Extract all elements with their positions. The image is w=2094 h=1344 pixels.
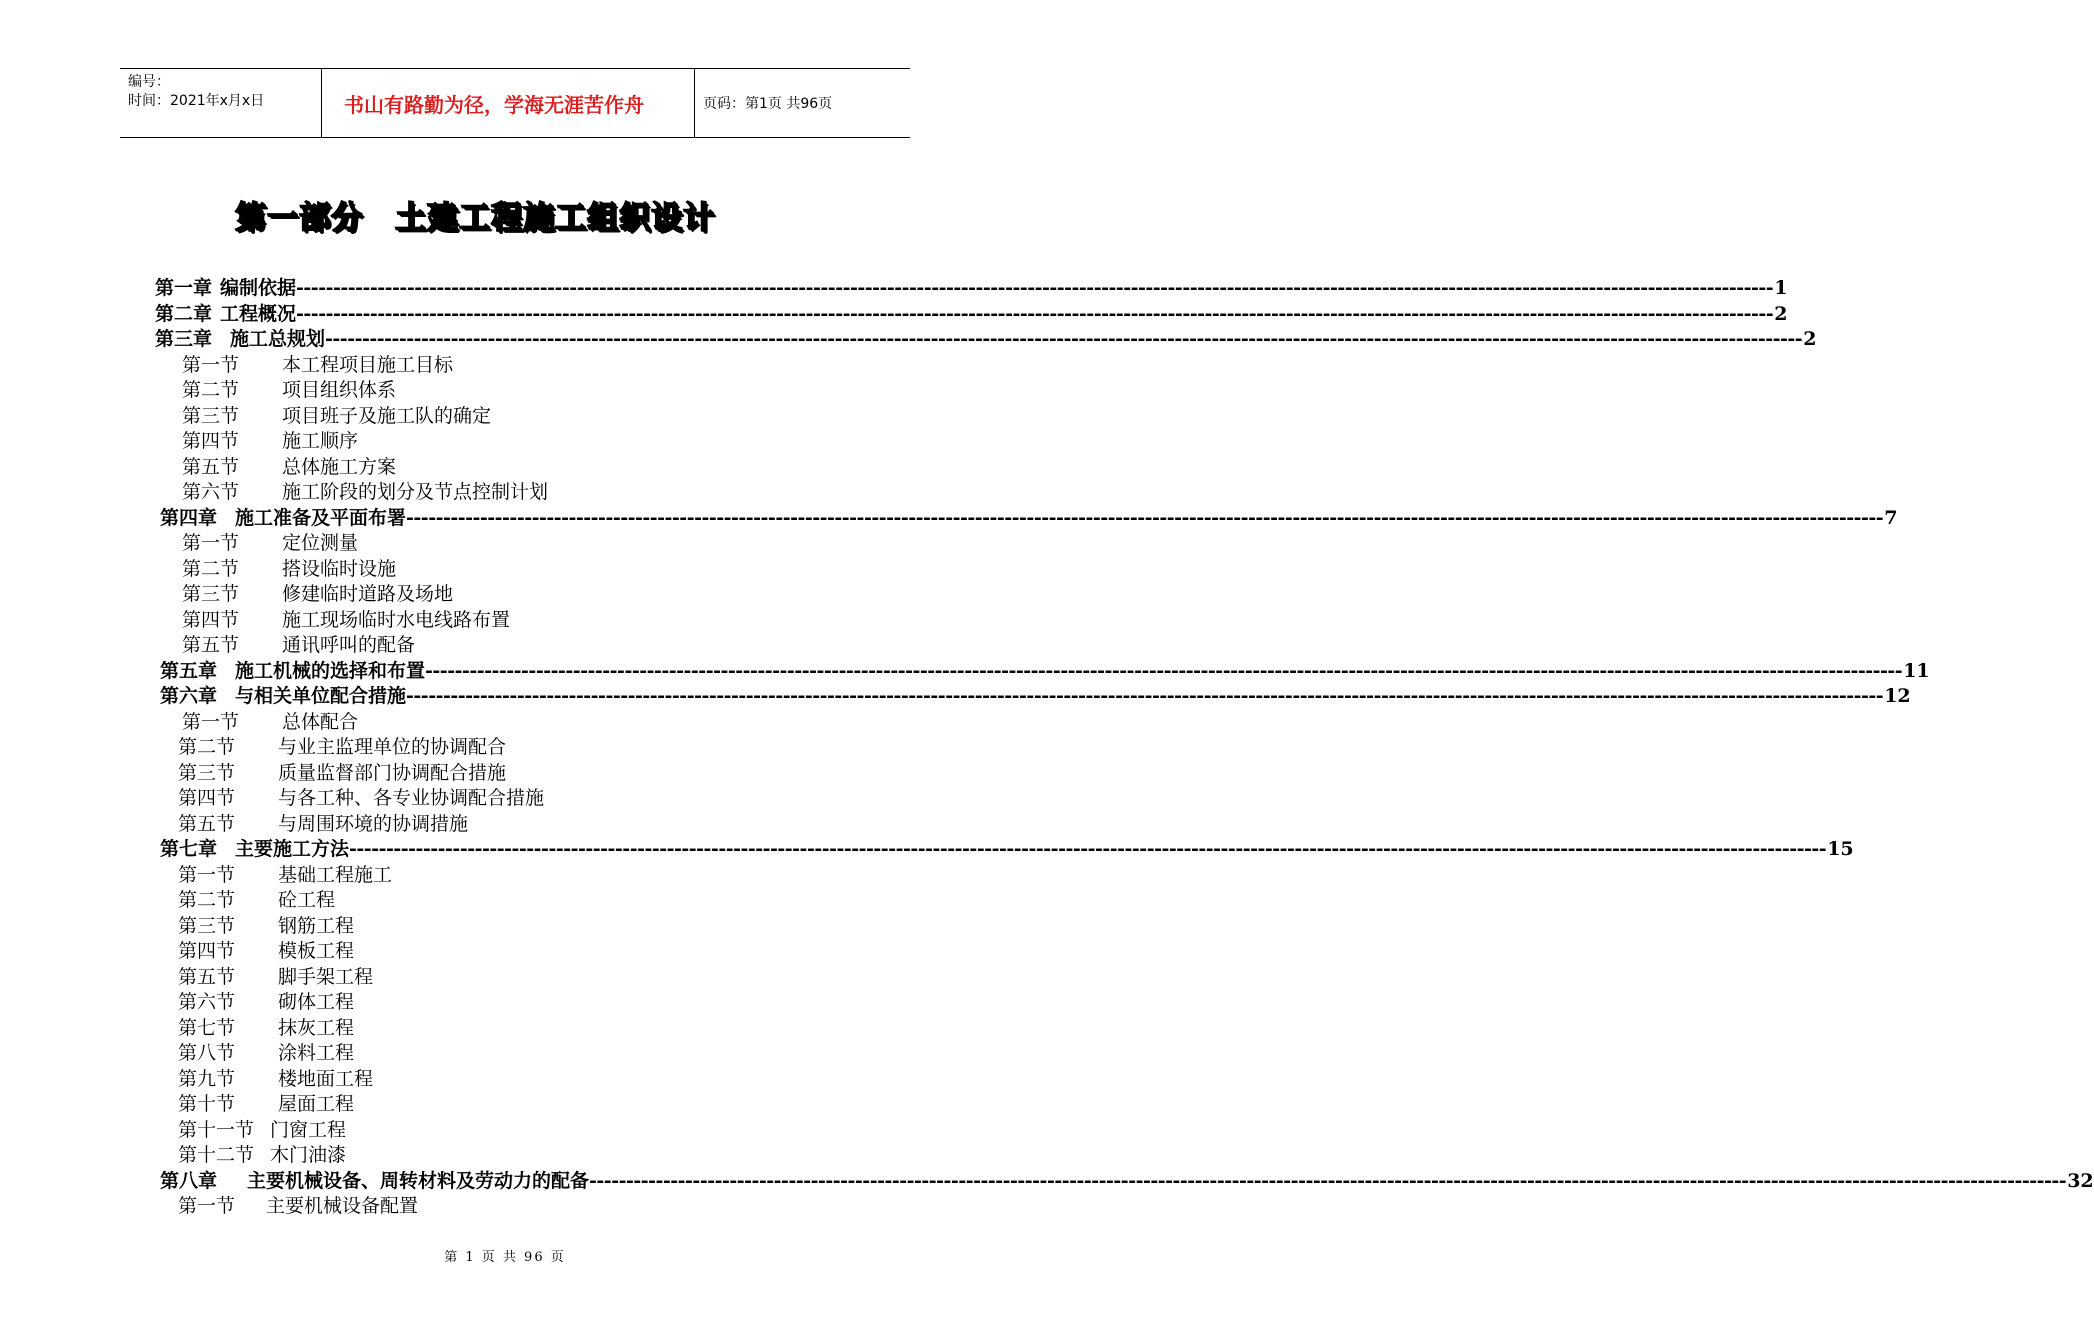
- toc-section-title: 木门油漆: [270, 1144, 347, 1166]
- toc-section-row[interactable]: [178, 938, 354, 964]
- toc-section-row[interactable]: [182, 581, 453, 607]
- toc-section-title: 定位测量: [282, 532, 359, 554]
- toc-section-title: 模板工程: [278, 940, 355, 962]
- toc-section-title: 钢筋工程: [278, 914, 355, 937]
- toc-chapter-title: 施工机械的选择和布置: [235, 659, 426, 682]
- toc-chapter-title: 施工准备及平面布署: [235, 506, 407, 529]
- toc-section-title: 楼地面工程: [278, 1067, 374, 1090]
- toc-section-number: 第四节: [182, 608, 240, 631]
- toc-chapter-title: 施工总规划: [230, 328, 326, 350]
- toc-section-title: 总体配合: [282, 710, 359, 733]
- toc-section-title: 质量监督部门协调配合措施: [278, 761, 507, 784]
- toc-chapter-number: 第四章: [160, 506, 218, 529]
- toc-section-row[interactable]: [182, 352, 453, 378]
- toc-section-row[interactable]: [178, 811, 468, 837]
- toc-dot-leader: --------------------------------------------------------------------------------------------------------------------------------------------------------------------------------------------------------: [349, 838, 1827, 860]
- toc-page-number: 7: [1884, 506, 1898, 529]
- toc-page-number: 11: [1903, 659, 1930, 682]
- toc-section-number: 第二节: [182, 379, 240, 401]
- toc-section-row[interactable]: [182, 454, 396, 480]
- header-motto: 书山有路勤为径，学海无涯苦作舟: [344, 92, 644, 117]
- toc-chapter-row[interactable]: [160, 683, 1911, 709]
- toc-section-number: 第三节: [178, 761, 236, 784]
- toc-section-number: 第五节: [182, 455, 240, 478]
- toc-section-title: 总体施工方案: [282, 455, 397, 478]
- toc-section-row[interactable]: [178, 913, 354, 939]
- toc-chapter-row[interactable]: [155, 275, 1788, 301]
- toc-section-row[interactable]: [182, 632, 415, 658]
- header-page-info: 页码：第1页 共96页: [703, 96, 833, 112]
- toc-section-number: 第四节: [178, 787, 236, 809]
- toc-section-title: 涂料工程: [278, 1042, 355, 1064]
- toc-section-number: 第九节: [178, 1067, 236, 1090]
- toc-chapter-number: 第二章: [155, 302, 213, 325]
- toc-chapter-row[interactable]: [155, 301, 1788, 327]
- toc-section-title: 项目组织体系: [282, 379, 397, 401]
- toc-section-number: 第四节: [182, 430, 240, 452]
- toc-section-title: 基础工程施工: [278, 863, 393, 886]
- toc-section-number: 第十一节: [178, 1118, 255, 1141]
- toc-chapter-row[interactable]: [160, 836, 1854, 862]
- toc-section-title: 门窗工程: [270, 1118, 347, 1141]
- toc-section-title: 主要机械设备配置: [266, 1195, 419, 1217]
- toc-section-row[interactable]: [178, 862, 392, 888]
- toc-section-title: 脚手架工程: [278, 965, 374, 988]
- toc-section-row[interactable]: [182, 428, 358, 454]
- toc-chapter-title: 编制依据: [220, 277, 297, 299]
- page-header: [120, 68, 910, 138]
- toc-section-row[interactable]: [182, 607, 510, 633]
- toc-section-number: 第一节: [182, 353, 240, 376]
- toc-section-number: 第一节: [178, 1195, 236, 1217]
- toc-section-title: 施工顺序: [282, 430, 359, 452]
- toc-section-number: 第二节: [182, 557, 240, 580]
- toc-section-row[interactable]: [178, 1040, 354, 1066]
- toc-section-title: 屋面工程: [278, 1093, 355, 1115]
- toc-page-number: 2: [1774, 302, 1788, 325]
- toc-section-title: 项目班子及施工队的确定: [282, 404, 492, 427]
- toc-dot-leader: --------------------------------------------------------------------------------------------------------------------------------------------------------------------------------------------------------: [296, 302, 1774, 325]
- toc-section-number: 第二节: [178, 889, 236, 911]
- header-motto-cell: [321, 69, 695, 137]
- toc-section-number: 第五节: [182, 634, 240, 656]
- toc-section-row[interactable]: [178, 887, 335, 913]
- toc-dot-leader: --------------------------------------------------------------------------------------------------------------------------------------------------------------------------------------------------------: [406, 506, 1884, 529]
- toc-section-row[interactable]: [182, 530, 358, 556]
- toc-section-number: 第三节: [182, 583, 240, 605]
- toc-section-title: 本工程项目施工目标: [282, 353, 454, 376]
- toc-dot-leader: --------------------------------------------------------------------------------------------------------------------------------------------------------------------------------------------------------: [406, 685, 1884, 707]
- toc-section-row[interactable]: [178, 1091, 354, 1117]
- toc-chapter-number: 第一章: [155, 277, 213, 299]
- toc-chapter-title: 与相关单位配合措施: [235, 685, 407, 707]
- toc-section-number: 第一节: [178, 863, 236, 886]
- toc-section-row[interactable]: [178, 1117, 346, 1143]
- toc-section-row[interactable]: [178, 1193, 418, 1219]
- toc-chapter-number: 第七章: [160, 838, 218, 860]
- toc-section-number: 第六节: [182, 481, 240, 503]
- toc-chapter-row[interactable]: [160, 1168, 2094, 1194]
- toc-chapter-number: 第六章: [160, 685, 218, 707]
- toc-dot-leader: --------------------------------------------------------------------------------------------------------------------------------------------------------------------------------------------------------: [296, 277, 1774, 299]
- toc-section-number: 第四节: [178, 940, 236, 962]
- toc-section-row[interactable]: [178, 785, 544, 811]
- toc-section-number: 第八节: [178, 1042, 236, 1064]
- toc-chapter-number: 第八章: [160, 1169, 218, 1192]
- toc-section-number: 第二节: [178, 736, 236, 758]
- toc-section-title: 砼工程: [278, 889, 336, 911]
- toc-section-row[interactable]: [182, 403, 491, 429]
- toc-section-number: 第三节: [178, 914, 236, 937]
- toc-section-number: 第一节: [182, 532, 240, 554]
- toc-page-number: 2: [1803, 328, 1817, 350]
- toc-section-row[interactable]: [178, 1066, 373, 1092]
- toc-section-row[interactable]: [178, 760, 506, 786]
- toc-section-title: 与周围环境的协调措施: [278, 812, 469, 835]
- toc-section-row[interactable]: [182, 709, 358, 735]
- toc-section-number: 第五节: [178, 965, 236, 988]
- toc-section-row[interactable]: [182, 556, 396, 582]
- toc-section-number: 第一节: [182, 710, 240, 733]
- toc-section-row[interactable]: [178, 1142, 346, 1168]
- toc-section-row[interactable]: [178, 1015, 354, 1041]
- toc-section-row[interactable]: [178, 734, 506, 760]
- toc-chapter-row[interactable]: [155, 326, 1817, 352]
- toc-section-title: 施工阶段的划分及节点控制计划: [282, 481, 549, 503]
- toc-section-title: 与各工种、各专业协调配合措施: [278, 787, 545, 809]
- page-footer: 第 1 页 共 96 页: [444, 1250, 566, 1265]
- toc-section-title: 搭设临时设施: [282, 557, 397, 580]
- header-meta: [120, 69, 321, 137]
- toc-page-number: 1: [1774, 277, 1788, 299]
- toc-section-title: 砌体工程: [278, 991, 355, 1013]
- toc-section-title: 抹灰工程: [278, 1016, 355, 1039]
- toc-chapter-number: 第三章: [155, 328, 213, 350]
- toc-section-row[interactable]: [178, 989, 354, 1015]
- toc-section-row[interactable]: [178, 964, 373, 990]
- toc-section-number: 第七节: [178, 1016, 236, 1039]
- toc-section-number: 第十二节: [178, 1144, 255, 1166]
- toc-section-number: 第十节: [178, 1093, 236, 1115]
- toc-section-title: 施工现场临时水电线路布置: [282, 608, 511, 631]
- toc-section-number: 第五节: [178, 812, 236, 835]
- document-title: 第一部分 土建工程施工组织设计: [235, 200, 715, 236]
- serial-label: 编号：: [128, 74, 170, 90]
- toc-section-title: 修建临时道路及场地: [282, 583, 454, 605]
- toc-chapter-title: 主要机械设备、周转材料及劳动力的配备: [247, 1169, 590, 1192]
- toc-section-title: 通讯呼叫的配备: [282, 634, 416, 656]
- toc-dot-leader: --------------------------------------------------------------------------------------------------------------------------------------------------------------------------------------------------------: [425, 659, 1903, 682]
- toc-chapter-title: 工程概况: [220, 302, 297, 325]
- toc-dot-leader: --------------------------------------------------------------------------------------------------------------------------------------------------------------------------------------------------------: [589, 1169, 2067, 1192]
- toc-section-title: 与业主监理单位的协调配合: [278, 736, 507, 758]
- toc-section-row[interactable]: [182, 377, 396, 403]
- toc-section-row[interactable]: [182, 479, 548, 505]
- toc-page-number: 15: [1827, 838, 1854, 860]
- toc-chapter-number: 第五章: [160, 659, 218, 682]
- toc-page-number: 12: [1884, 685, 1911, 707]
- toc-chapter-title: 主要施工方法: [235, 838, 350, 860]
- toc-dot-leader: --------------------------------------------------------------------------------------------------------------------------------------------------------------------------------------------------------: [325, 328, 1803, 350]
- toc-section-number: 第六节: [178, 991, 236, 1013]
- toc-chapter-row[interactable]: [160, 505, 1898, 531]
- toc-chapter-row[interactable]: [160, 658, 1930, 684]
- toc-section-number: 第三节: [182, 404, 240, 427]
- toc-page-number: 32: [2067, 1169, 2094, 1192]
- time-label: 时间：2021年x月x日: [128, 93, 265, 109]
